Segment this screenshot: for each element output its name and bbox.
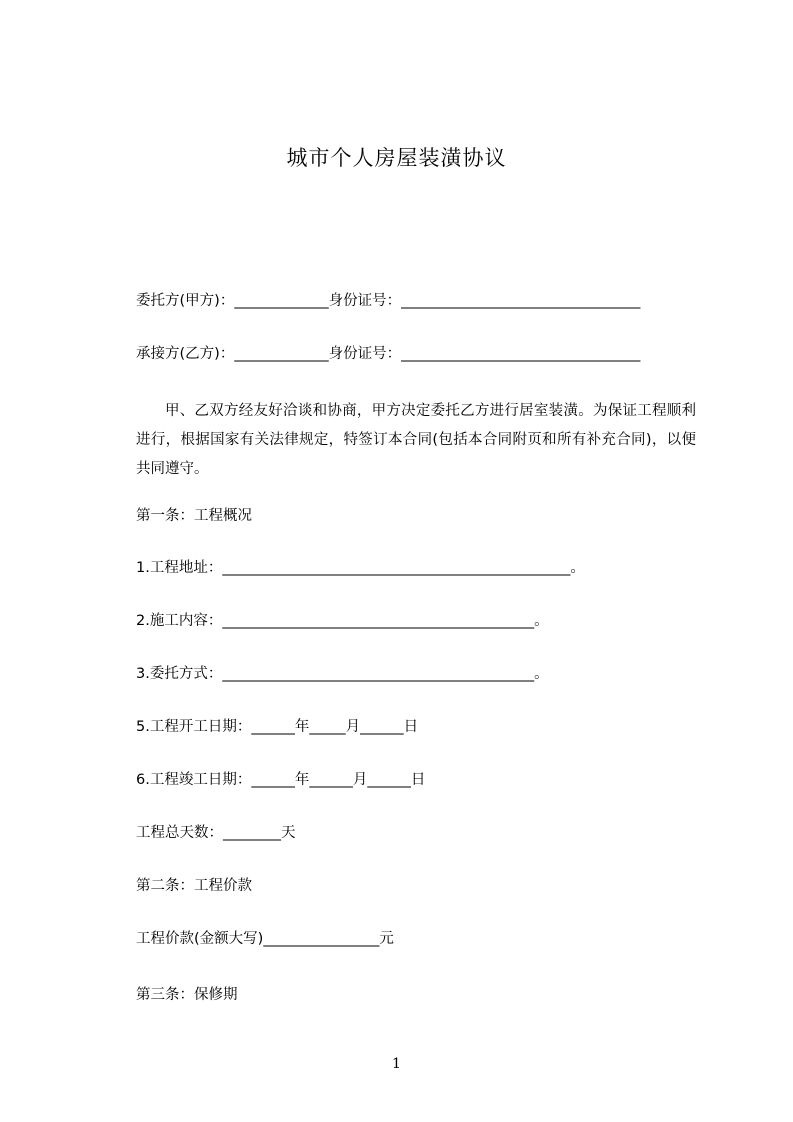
intro-paragraph: [136, 397, 696, 484]
article-3-heading: 第三条：保修期: [136, 987, 238, 1003]
item-completion-date: 6.工程竣工日期：______年______月______日: [136, 772, 426, 788]
item-commission-method: 3.委托方式：___________________________________________。: [136, 666, 549, 682]
total-days-line: 工程总天数：________天: [136, 825, 296, 841]
item-project-address: 1.工程地址：________________________________________________。: [136, 560, 585, 576]
page-number: 1: [392, 1056, 401, 1072]
price-line: 工程价款(金额大写)________________元: [136, 931, 394, 947]
party-b-line: 承接方(乙方)：_____________身份证号：_________________________________: [136, 346, 641, 362]
party-a-line: 委托方(甲方)：_____________身份证号：_________________________________: [136, 293, 641, 309]
item-construction-content: 2.施工内容：___________________________________________。: [136, 613, 549, 629]
article-2-heading: 第二条：工程价款: [136, 878, 252, 894]
article-1-heading: 第一条：工程概况: [136, 508, 252, 524]
item-start-date: 5.工程开工日期：______年_____月______日: [136, 719, 419, 735]
intro-text: 甲、乙双方经友好洽谈和协商，甲方决定委托乙方进行居室装潢。为保证工程顺利进行，根据国家有关法律规定，特签订本合同(包括本合同附页和所有补充合同)，以便共同遵守。: [136, 403, 696, 477]
page-title: 城市个人房屋装潢协议: [286, 146, 507, 170]
